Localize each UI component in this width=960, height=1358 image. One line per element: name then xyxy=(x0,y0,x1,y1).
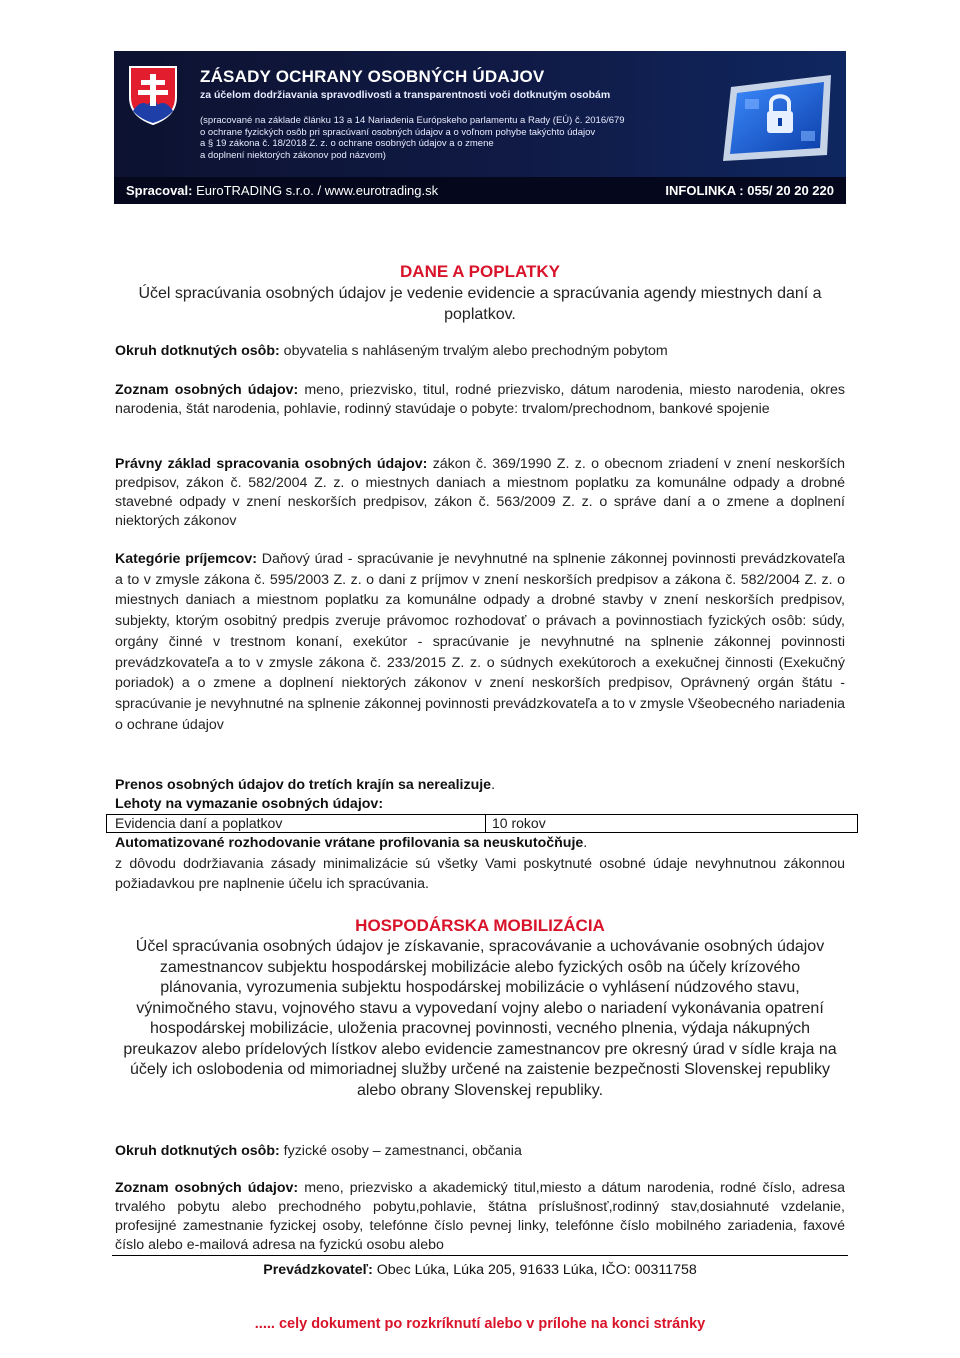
section-purpose-taxes: Účel spracúvania osobných údajov je vedenie evidencie a spracúvania agendy miestnych daní a poplatkov. xyxy=(138,285,822,323)
retention-item: Evidencia daní a poplatkov xyxy=(115,815,283,831)
data-list-paragraph-taxes: Zoznam osobných údajov: meno, priezvisko, titul, rodné priezvisko, dátum narodenia, miesto narodenia, okres narodenia, štát narodenia, pohlavie, rodinný stavúdaje o pobyte: trvalom/prechodnom, bankové spojenie xyxy=(115,382,846,417)
banner-title: ZÁSADY OCHRANY OSOBNÝCH ÚDAJOV xyxy=(200,67,545,86)
retention-table xyxy=(106,814,858,833)
banner-processor: Spracoval: EuroTRADING s.r.o. / www.eurotrading.sk xyxy=(126,183,439,198)
legal-basis-paragraph-taxes: Právny základ spracovania osobných údajov: zákon č. 369/1990 Z. z. o obecnom zriadení v znení neskorších predpisov, zákon č. 582/2004 Z. z. o miestnych daniach a miestnom poplatku za komunálne odpady a drobné stavebné odpady v znení neskorších predpisov, zákon č. 563/2009 Z. z. o správe daní a o zmene a doplnení niektorých zákonov xyxy=(115,456,845,529)
banner-subtitle: za účelom dodržiavania spravodlivosti a transparentnosti voči dotknutým osobám xyxy=(200,89,611,101)
data-list-paragraph-mobilization: Zoznam osobných údajov: meno, priezvisko a akademický titul,miesto a dátum narodenia, rodné číslo, adresa trvalého pobytu alebo prechodného pobytu,pohlavie, štátna príslušnosť,rodinný stav,dosiahnuté vzdelanie, profesijné zamestnanie fyzickej osoby, telefónne číslo pevnej linky, telefónne číslo mobilného zariadenia, faxové číslo alebo e-mailová adresa na fyzickú osobu alebo xyxy=(115,1180,845,1253)
banner-legal-text: (spracované na základe článku 13 a 14 Nariadenia Európskeho parlamentu a Rady (EÚ) č. 2016/679 o ochrane fyzických osôb pri spracúvaní osobných údajov a o voľnom pohybe takýchto údajov a § 19 zákona č. 18/2018 Z. z. o ochrane osobných údajov a o zmene a doplnení niektorých zákonov pod názvom) xyxy=(200,115,625,161)
persons-paragraph-mobilization: Okruh dotknutých osôb: fyzické osoby – zamestnanci, občania xyxy=(115,1143,522,1159)
automated-decision-statement: Automatizované rozhodovanie vrátane profilovania sa neuskutočňuje. xyxy=(115,835,588,851)
retention-period: 10 rokov xyxy=(492,815,546,831)
banner-infoline: INFOLINKA : 055/ 20 20 220 xyxy=(665,183,834,198)
footer-operator: Prevádzkovateľ: Obec Lúka, Lúka 205, 91633 Lúka, IČO: 00311758 xyxy=(263,1262,697,1278)
section-purpose-mobilization: Účel spracúvania osobných údajov je získavanie, spracovávanie a uchovávanie osobných údajov zamestnancov subjektu hospodárskej mobilizácie alebo fyzických osôb na účely krízového plánovania, vyrozumenia subjektu hospodárskej mobilizácie o vyhlásení núdzového stavu, výnimočného stavu, vojnového stavu a vypovedaní vojny alebo o nariadení vykonávania opatrení hospodárskej mobilizácie, uloženia pracovnej povinnosti, vecného plnenia, výdaja nákupných preukazov alebo prídelových lístkov alebo evidencie zamestnancov pre okresný úrad v sídle kraja na účely ich oslobodenia od mimoriadnej služby určené na zaistenie bezpečnosti Slovenskej republiky alebo obrany Slovenskej republiky. xyxy=(123,938,837,1099)
full-document-note[interactable]: ..... cely dokument po rozkríknutí alebo v prílohe na konci stránky xyxy=(254,1316,706,1332)
banner-main xyxy=(114,51,846,177)
banner-footer-bar xyxy=(114,177,846,204)
header-banner xyxy=(114,51,846,204)
recipients-paragraph-taxes: Kategórie príjemcov: Daňový úrad - spracúvanie je nevyhnutné na splnenie zákonnej povinnosti prevádzkovateľa a to v zmysle zákona č. 595/2003 Z. z. o dani z príjmov v znení neskorších predpisov a zákona č. 582/2004 Z. z. o miestnych daniach a miestnom poplatku za komunálne odpady a drobné stavby v znení neskorších predpisov, subjekty, ktorým osobitný predpis zveruje právomoc rozhodovať o právach a povinnostiach fyzických osôb: súdy, orgány činné v trestnom konaní, exekútor - spracúvanie je nevyhnutné na splnenie zákonnej povinnosti prevádzkovateľa a to v zmysle zákona č. 233/2015 Z. z. o súdnych exekútoroch a exekučnej činnosti (Exekučný poriadok) a o zmene a doplnení niektorých zákonov v znení neskorších predpisov, Oprávnený orgán štátu - spracúvanie je nevyhnutné na splnenie zákonnej povinnosti prevádzkovateľa a to v zmysle Všeobecného nariadenia o ochrane údajov xyxy=(115,551,845,733)
slovak-coat-of-arms-icon xyxy=(128,65,178,125)
section-title-mobilization: HOSPODÁRSKA MOBILIZÁCIA xyxy=(355,916,605,935)
section-title-taxes: DANE A POPLATKY xyxy=(400,262,560,281)
deletion-deadlines-label: Lehoty na vymazanie osobných údajov: xyxy=(115,796,384,812)
minimization-paragraph: z dôvodu dodržiavania zásady minimalizácie sú všetky Vami poskytnuté osobné údaje nevyhnutnou zákonnou požiadavkou pre naplnenie účelu ich spracúvania. xyxy=(115,856,845,892)
table-divider xyxy=(485,815,486,832)
padlock-tablet-icon xyxy=(709,69,839,169)
footer-divider xyxy=(112,1255,848,1256)
transfer-statement: Prenos osobných údajov do tretích krajín sa nerealizuje. xyxy=(115,777,496,793)
persons-paragraph-taxes: Okruh dotknutých osôb: obyvatelia s nahláseným trvalým alebo prechodným pobytom xyxy=(115,343,668,359)
